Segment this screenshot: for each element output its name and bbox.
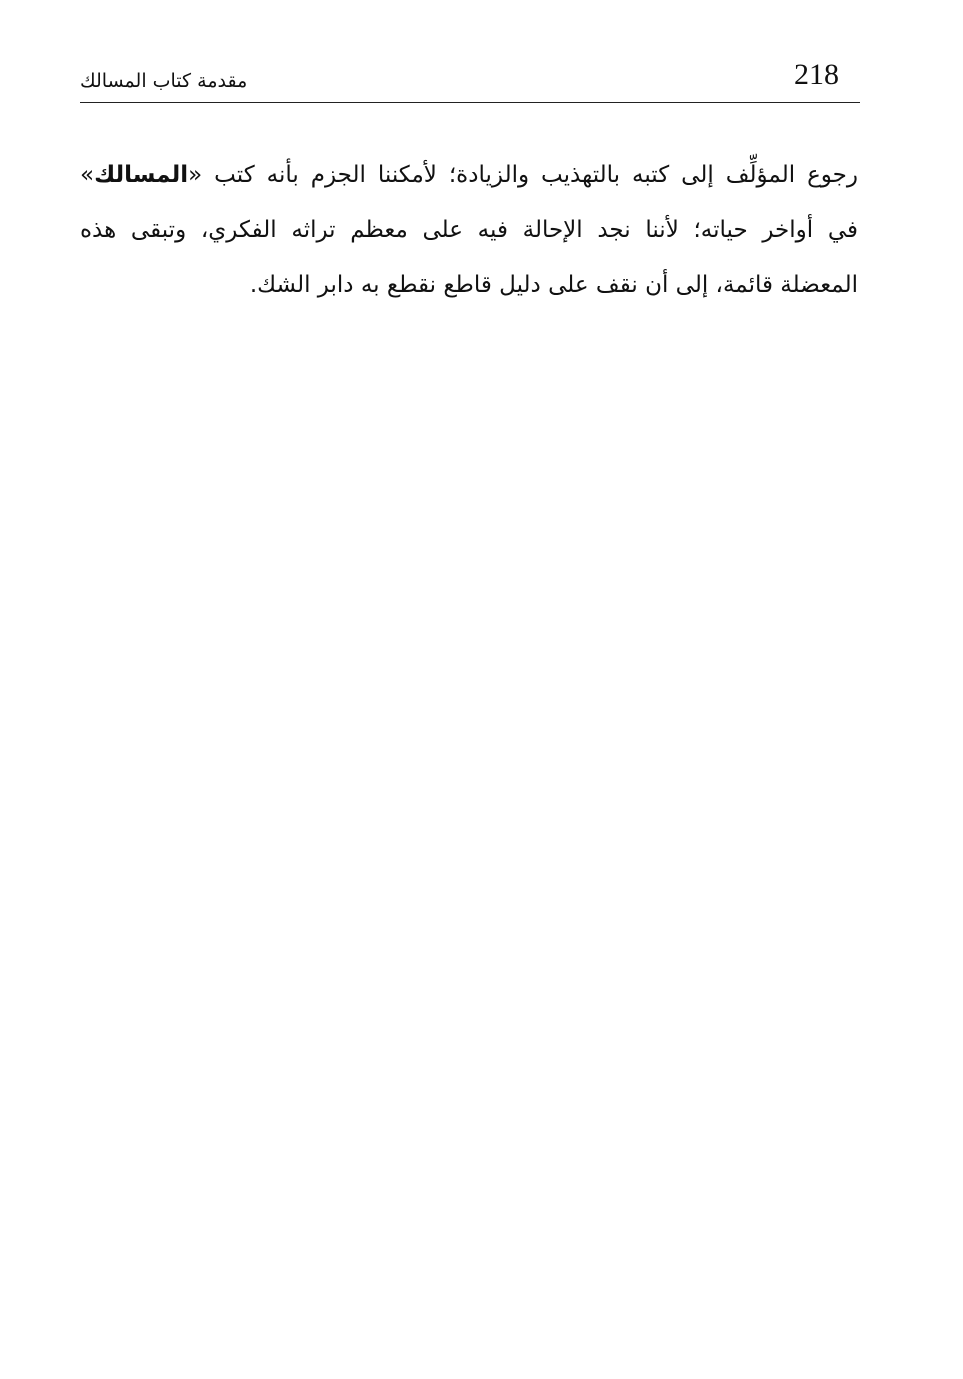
header-divider [80, 102, 860, 103]
page-header [80, 58, 860, 98]
body-paragraph [80, 148, 858, 313]
line-1-text-start: رجوع المؤلِّف إلى كتبه بالتهذيب والزيادة؛ لأمكننا الجزم بأنه كتب « [188, 162, 858, 188]
page-number: 218 [794, 58, 839, 91]
line-1-text-end: » [80, 162, 95, 188]
book-title-emphasis: المسالك [94, 162, 189, 188]
running-title: مقدمة كتاب المسالك [80, 70, 248, 92]
paragraph-line-3: المعضلة قائمة، إلى أن نقف على دليل قاطع نقطع به دابر الشك. [249, 272, 858, 298]
paragraph-line-1 [80, 148, 858, 203]
paragraph-line-2: في أواخر حياته؛ لأننا نجد الإحالة فيه على معظم تراثه الفكري، وتبقى هذه [80, 217, 858, 243]
